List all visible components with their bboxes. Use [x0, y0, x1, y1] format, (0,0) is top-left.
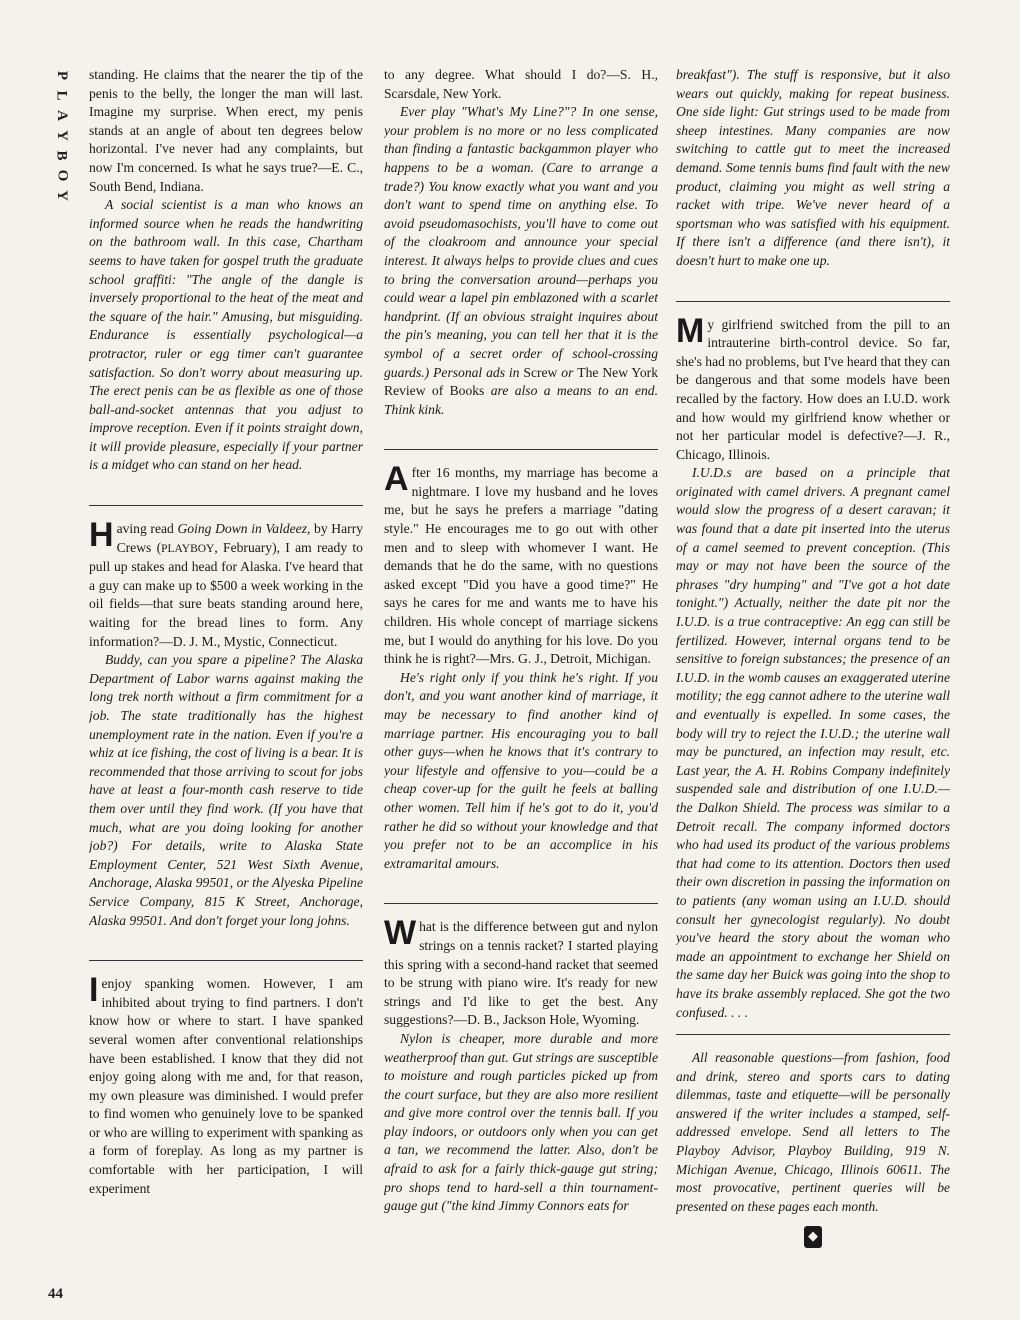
answer-paragraph: Nylon is cheaper, more durable and more weatherproof than gut. Gut strings are susceptible to moisture and rough particles picked up from the court surface, but they are also more resilient and give more control over the tennis ball. If you play indoors, or outdoors only when you can get a tan, we recommend the latter. Also, don't be afraid to ask for a fairly thick-gauge gut string; pro shops tend to hard-sell a thin tournament-gauge gut ("the kind Jimmy Connors eats for: [384, 1030, 658, 1214]
masthead-letter: Y: [54, 130, 70, 142]
advisor-footer-note: All reasonable questions—from fashion, food and drink, stereo and sports cars to dating dilemmas, taste and etiquette—will be personally answered if the writer includes a stamped, self-addressed envelope. Send all letters to The Playboy Advisor, Playboy Building, 919 N. Michigan Avenue, Chicago, Illinois 60611. The most provocative, pertinent queries will be presented on these pages each month.: [676, 1050, 950, 1214]
letter-paragraph: Having read Going Down in Valdeez, by Harry Crews (PLAYBOY, February), I am ready to pull up stakes and head for Alaska. I've heard that a guy can make up to $500 a week working in the oil fields—that sure beats standing around here, waiting for the bread lines to form. Any information?—D. J. M., Mystic, Connecticut.: [89, 516, 363, 649]
section-divider: [384, 903, 658, 904]
drop-cap: W: [384, 914, 417, 953]
drop-cap: I: [89, 971, 99, 1010]
section-divider: [89, 505, 363, 506]
section-divider: [676, 301, 950, 302]
masthead-vertical: [50, 66, 74, 206]
letter-paragraph: What is the difference between gut and nylon strings on a tennis racket? I started playing this spring with a second-hand racket that seemed to be strung with piano wire. It's ready for new strings and I'd like to get the best. Any suggestions?—D. B., Jackson Hole, Wyoming.: [384, 914, 658, 1028]
column-3: [676, 66, 950, 1286]
masthead-letter: L: [53, 90, 70, 102]
page-number: 44: [48, 1286, 63, 1302]
letter-paragraph: I enjoy spanking women. However, I am inhibited about trying to find partners. I don't know how or where to start. I have spanked several women after conventional relationships have been established. I know that they did not enjoy going along with me and, for that reason, my own pleasure was diminished. I would prefer to find women who genuinely love to be spanked or who are willing to experiment with spanking as a form of foreplay. As long as my partner is comfortable with her participation, I will experiment: [89, 971, 363, 1196]
drop-cap: M: [676, 311, 705, 350]
section-divider: [89, 960, 363, 961]
rabbit-head-logo-icon: ◆: [804, 1226, 822, 1248]
masthead-letter: Y: [54, 190, 70, 202]
answer-continued: breakfast"). The stuff is responsive, but it also wears out quickly, making for repeat business. One side light: Gut strings used to be made from sheep intestines. Many companies are now switching to cattle gut to meet the increased demand. Some tennis bums find fault with the new product, claiming you might as well string a racket with tripe. We've never heard of a sportsman who was satisfied with his equipment. If there isn't a difference (and there isn't), it doesn't hurt to make one up.: [676, 67, 950, 268]
drop-cap: A: [384, 460, 409, 499]
answer-paragraph: A social scientist is a man who knows an informed source when he reads the handwriting on the bathroom wall. In this case, Chartham seems to have taken for gospel truth the graduate school graffiti: "The angle of the dangle is inversely proportional to the heat of the meat and the square of the hair." Amusing, but misguiding. Endurance is essentially psychological—a protractor, ruler or egg timer can't guarantee satisfaction. So don't worry about measuring up. The erect penis can be as flexible as one of those ball-and-socket antennas that you adjust to improve reception. Even if it points straight down, it will provide pleasure, especially if your partner is a midget who can stand on her head.: [89, 197, 363, 473]
answer-paragraph: Buddy, can you spare a pipeline? The Alaska Department of Labor warns against making the long trek north without a firm commitment for a job. The state traditionally has the highest unemployment rate in the nation. Even if you're a whiz at ice fishing, the cost of living is a bear. It is recommended that those arriving to scout for jobs have at least a four-month cash reserve to tide them over until they find work. (If you have that much, what are you doing looking for another job?) For details, write to Alaska State Employment Center, 521 West Sixth Avenue, Anchorage, Alaska 99501, or the Alyeska Pipeline Service Company, 815 K Street, Anchorage, Alaska 99501. And don't forget your long johns.: [89, 652, 363, 928]
footer-divider: [676, 1034, 950, 1035]
masthead-letter: B: [53, 150, 70, 162]
column-1: [89, 66, 363, 1286]
letter-paragraph: After 16 months, my marriage has become a nightmare. I love my husband and he loves me, but he says he prefers a marriage "dating style." He encourages me to go out with other men and to sleep with whomever I want. He demands that he do the same, with no questions asked except "Did you have a good time?" He says he cares for me and wants me to have his children. His whole concept of marriage sickens me, but I would do anything for his love. Do you think he is right?—Mrs. G. J., Detroit, Michigan.: [384, 460, 658, 667]
drop-cap: H: [89, 516, 114, 555]
letter-continued: to any degree. What should I do?—S. H., Scarsdale, New York.: [384, 67, 658, 101]
masthead-letter: P: [53, 70, 70, 82]
column-2: [384, 66, 658, 1286]
letter-paragraph: My girlfriend switched from the pill to an intrauterine birth-control device. So far, she's had no problems, but I've heard that they can be dangerous and that some models have been recalled by the factory. How does an I.U.D. work and how would my girlfriend know whether or not her particular model is defective?—J. R., Chicago, Illinois.: [676, 311, 950, 462]
masthead-letter: A: [54, 110, 70, 122]
letter-continued: standing. He claims that the nearer the tip of the penis to the belly, the longer the man will last. Imagine my surprise. When erect, my penis stands at an angle of about ten degrees below horizontal. I've never had any complaints, but now I'm concerned. Is what he says true?—E. C., South Bend, Indiana.: [89, 67, 363, 194]
answer-paragraph: He's right only if you think he's right. If you don't, and you want another kind of marriage, it may be necessary to find another kind of marriage partner. His encouraging you to ball other guys—when he knows that it's contrary to your lifestyle and offensive to you—could be a cheap cover-up for the guilt he feels at balling other women. Tell him if he's got to do it, you'd rather he did so without your knowledge and that you prefer not to be an accomplice in his extramarital amours.: [384, 669, 658, 871]
masthead-letter: O: [53, 169, 70, 183]
answer-paragraph: I.U.D.s are based on a principle that originated with camel drivers. A pregnant camel would slow the progress of a desert caravan; it was found that a date pit inserted into the uterus of a camel seemed to prevent conception. (This may or may not have been the source of the phrases "dry humping" and "I've got a hot date tonight.") Actually, neither the date pit nor the I.U.D. is a true contraceptive: An egg can still be fertilized. However, internal organs tend to be sensitive to foreign substances; the presence of an I.U.D. in the womb causes an exaggerated uterine motility; the egg cannot adhere to the uterine wall and eventually is expelled. In some cases, the body will try to reject the I.U.D.; the uterine wall may be punctured, an infection may result, etc. Last year, the A. H. Robins Company indefinitely suspended sale and distribution of one I.U.D.—the Dalkon Shield. The process was similar to a Detroit recall. The company informed doctors who had used its product of the various problems that had come to its attention. Doctors then used their own discretion in passing the information on to patients (any woman using an I.U.D. should consult her gynecologist regularly). No doubt you've heard the story about the woman who made an appointment to exchange her Shield on the same day her Buick was going into the shop to have its brake assembly replaced. She got the two confused. . . .: [676, 465, 950, 1020]
answer-paragraph: Ever play "What's My Line?"? In one sense, your problem is no more or no less complicated than finding a fantastic backgammon player who happens to be a woman. (Care to arrange a trade?) You know exactly what you want and you don't want to spend time on anything else. To avoid pseudomasochists, you'll have to come out of the cloakroom and announce your special interest. It always helps to provide clues and cues to bring the conversation around—perhaps you could wear a lapel pin emblazoned with a scarlet handprint. (If an obvious straight inquires about the pin's meaning, you can tell her that it is the symbol of a secret order of school-crossing guards.) Personal ads in Screw or The New York Review of Books are also a means to an end. Think kink.: [384, 104, 658, 417]
section-divider: [384, 449, 658, 450]
